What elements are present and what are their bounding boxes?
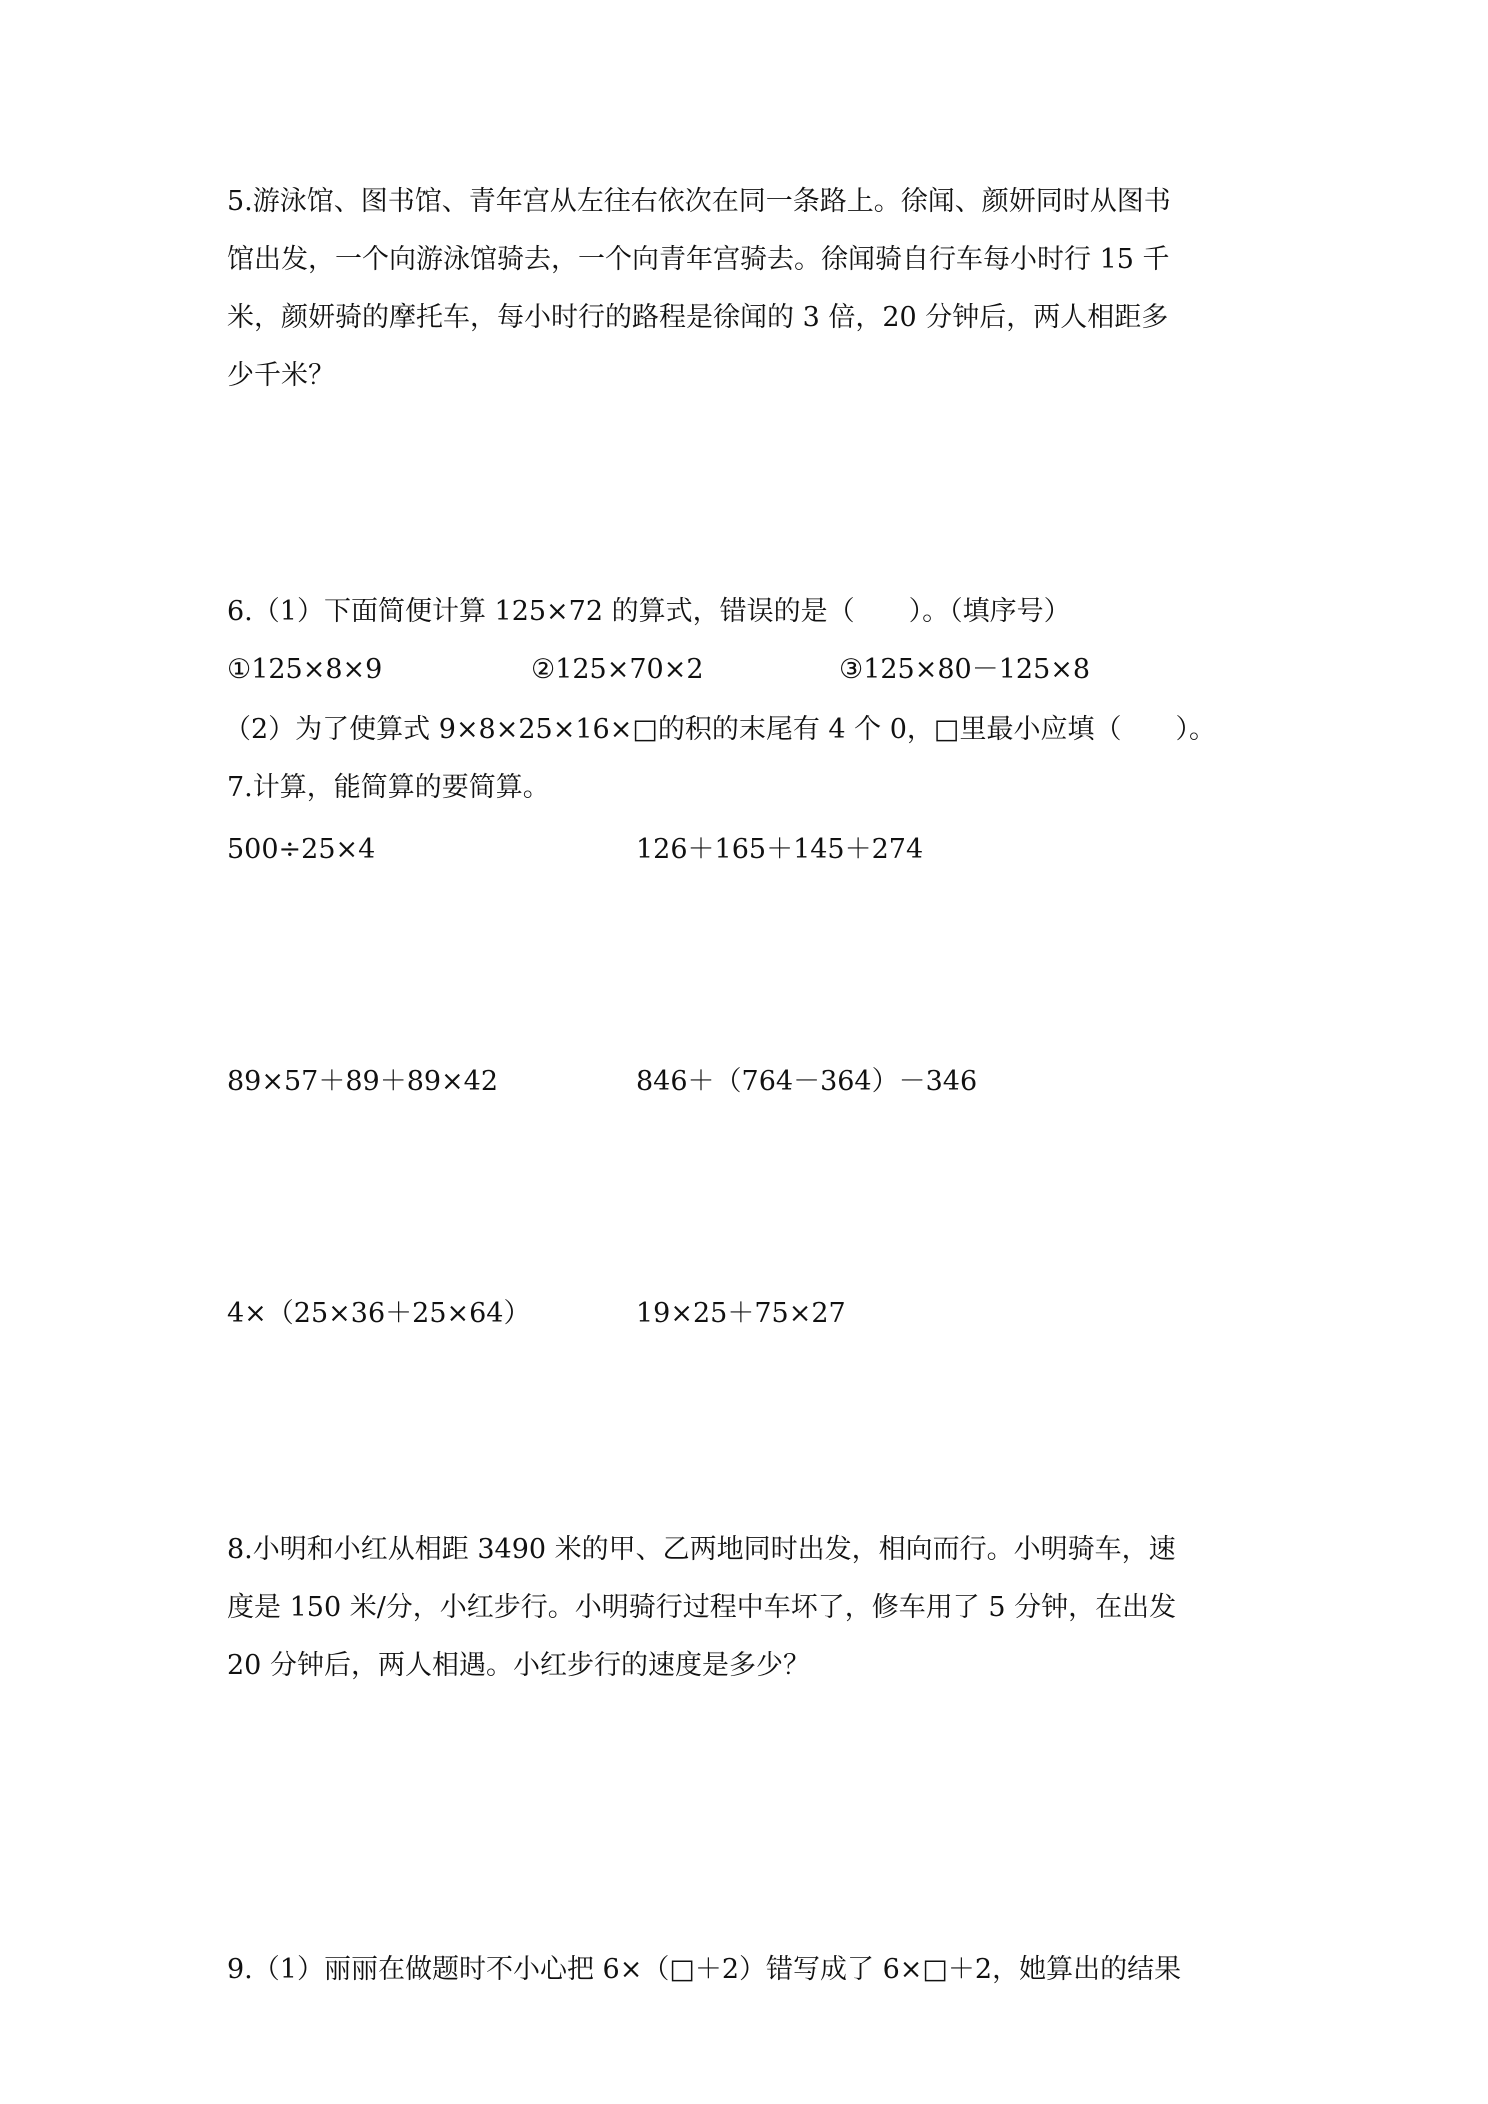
q5-line-1: 5.游泳馆、图书馆、青年宫从左往右依次在同一条路上。徐闻、颜妍同时从图书: [227, 186, 1171, 217]
q7-expr-2: 126＋165＋145＋274: [636, 834, 924, 865]
q6-option-2: ②125×70×2: [531, 654, 704, 685]
q8-line-3: 20 分钟后，两人相遇。小红步行的速度是多少？: [227, 1650, 810, 1681]
q6-part1: 6.（1）下面简便计算 125×72 的算式，错误的是（ ）。（填序号）: [227, 596, 1071, 627]
q7-expr-3: 89×57＋89＋89×42: [227, 1066, 499, 1097]
q5-line-4: 少千米？: [227, 360, 335, 391]
q7-row-2: [227, 1062, 1327, 1102]
q5-line-2: 馆出发，一个向游泳馆骑去，一个向青年宫骑去。徐闻骑自行车每小时行 15 千: [227, 244, 1170, 275]
q6-option-3: ③125×80－125×8: [839, 654, 1091, 685]
q7-row-3: [227, 1294, 1327, 1334]
q7-expr-6: 19×25＋75×27: [636, 1298, 846, 1329]
q6-option-1: ①125×8×9: [227, 654, 383, 685]
q7-row-1: [227, 830, 1327, 870]
q9-line-1: 9.（1）丽丽在做题时不小心把 6×（□＋2）错写成了 6×□＋2，她算出的结果: [227, 1954, 1182, 1985]
q7-expr-5: 4×（25×36＋25×64）: [227, 1298, 531, 1329]
q7-expr-4: 846＋（764－364）－346: [636, 1066, 978, 1097]
q8-line-2: 度是 150 米/分，小红步行。小明骑行过程中车坏了，修车用了 5 分钟，在出发: [227, 1592, 1177, 1623]
q8-line-1: 8.小明和小红从相距 3490 米的甲、乙两地同时出发，相向而行。小明骑车，速: [227, 1534, 1176, 1565]
q7-expr-1: 500÷25×4: [227, 834, 376, 865]
q5-line-3: 米，颜妍骑的摩托车，每小时行的路程是徐闻的 3 倍，20 分钟后，两人相距多: [227, 302, 1169, 333]
q7-title: 7.计算，能简算的要简算。: [227, 772, 550, 803]
q6-part2: （2）为了使算式 9×8×25×16×□的积的末尾有 4 个 0，□里最小应填（ ）。: [224, 714, 1216, 745]
